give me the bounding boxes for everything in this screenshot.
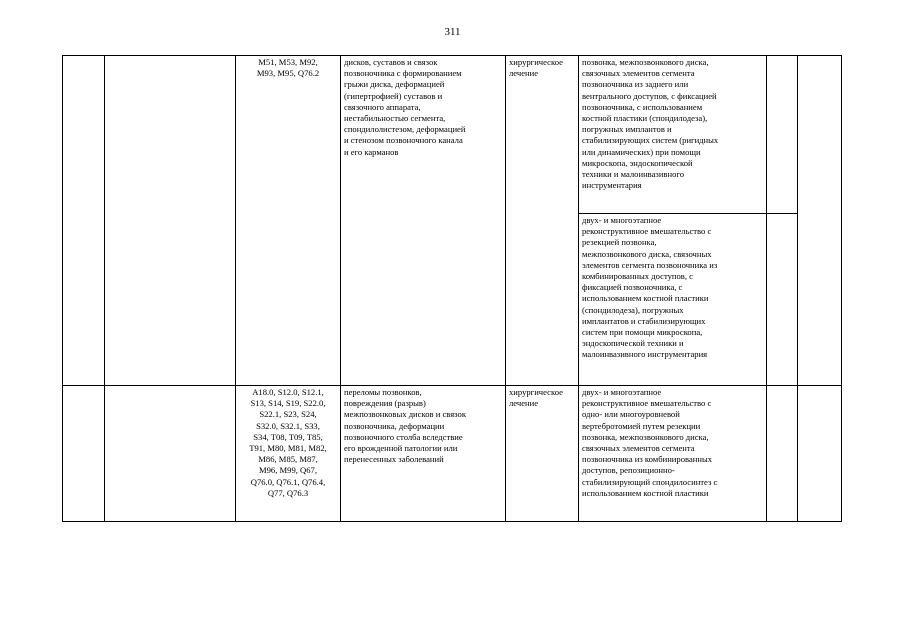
cell-extra-1	[767, 214, 798, 386]
cell-number	[63, 386, 105, 522]
cell-extra-2	[798, 386, 842, 522]
cell-treatment-type: хирургическое лечение	[506, 56, 579, 386]
cell-treatment-type: хирургическое лечение	[506, 386, 579, 522]
cell-extra-1	[767, 386, 798, 522]
table-row	[63, 56, 842, 214]
cell-diagnosis: переломы позвонков, повреждения (разрыв) межпозвонковых дисков и связок позвоночника, деформации позвоночного столба вследствие его врожденной патологии или перенесенных заболеваний	[341, 386, 506, 522]
cell-group	[105, 386, 236, 522]
cell-number	[63, 56, 105, 386]
page-number: 311	[444, 26, 461, 38]
cell-extra-1	[767, 56, 798, 214]
cell-diagnosis: дисков, суставов и связок позвоночника с формированием грыжи диска, деформацией (гипертрофией) суставов и связочного аппарата, нестабильностью сегмента, спондилолистезом, деформацией и стенозом позвоночного канала и его карманов	[341, 56, 506, 386]
cell-method: двух- и многоэтапное реконструктивное вмешательство с одно- или многоуровневой вертебротомией путем резекции позвонка, межпозвонкового диска, связочных элементов сегмента позвоночника из комбинированных доступов, репозиционно- стабилизирующий спондилосинтез с использованием костной пластики	[579, 386, 767, 522]
table-row	[63, 386, 842, 522]
cell-icd-codes: M51, M53, M92, M93, M95, Q76.2	[236, 56, 341, 386]
cell-method: двух- и многоэтапное реконструктивное вмешательство с резекцией позвонка, межпозвонкового диска, связочных элементов сегмента позвоночника из комбинированных доступов, с фиксацией позвоночника, с использованием костной пластики (спондилодеза), погружных имплантатов и стабилизирующих систем при помощи микроскопа, эндоскопической техники и малоинвазивного инструментария	[579, 214, 767, 386]
cell-icd-codes: A18.0, S12.0, S12.1, S13, S14, S19, S22.0, S22.1, S23, S24, S32.0, S32.1, S33, S34, T08, T09, T85, T91, M80, M81, M82, M86, M85, M87, M96, M99, Q67, Q76.0, Q76.1, Q76.4, Q77, Q76.3	[236, 386, 341, 522]
cell-group	[105, 56, 236, 386]
cell-extra-2	[798, 56, 842, 386]
medical-care-table	[62, 55, 842, 522]
cell-method: позвонка, межпозвонкового диска, связочных элементов сегмента позвоночника из заднего или вентрального доступов, с фиксацией позвоночника, с использованием костной пластики (спондилодеза), погружных имплантов и стабилизирующих систем (ригидных или динамических) при помощи микроскопа, эндоскопической техники и малоинвазивного инструментария	[579, 56, 767, 214]
